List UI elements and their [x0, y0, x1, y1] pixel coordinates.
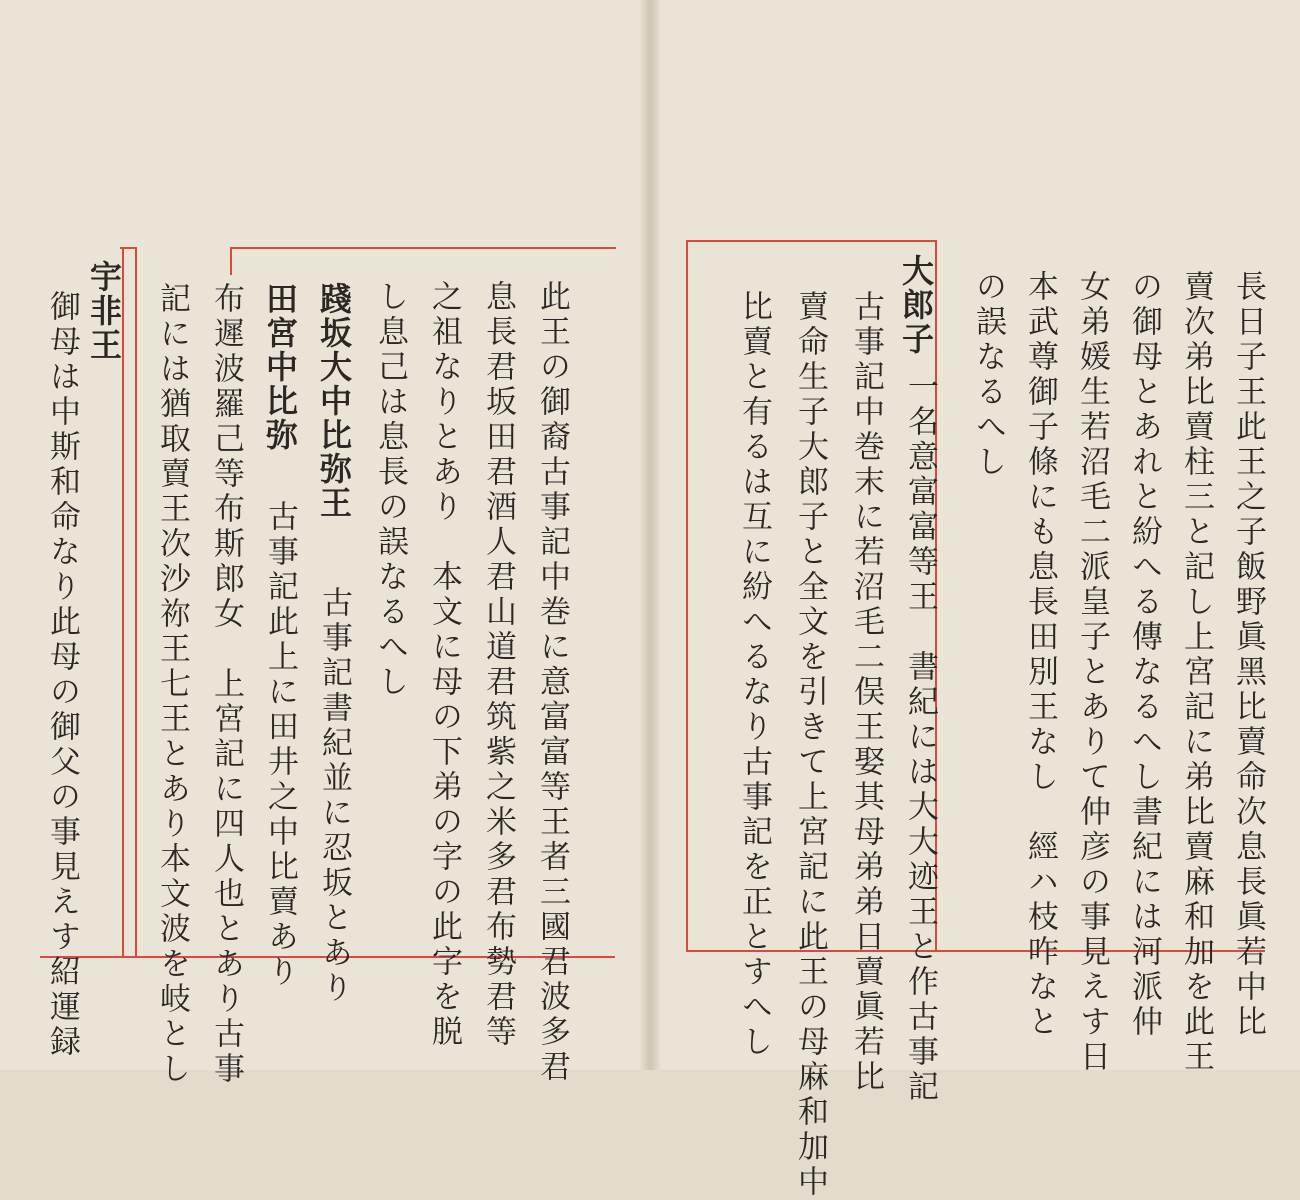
right-body-col-2: 賣命生子大郎子と全文を引きて上宮記に此王の母麻和加中 [792, 290, 828, 1200]
heading-uhi-note: 御母は中斯和命なり此母の御父の事見えす紹運録 [44, 290, 80, 1060]
right-col-6: の誤なるへし [970, 270, 1006, 480]
left-mid-rule [230, 247, 232, 275]
right-col-1: 長日子王此王之子飯野眞黑比賣命次息長眞若中比 [1230, 270, 1266, 1040]
heading-tamiya-note: 古事記此上に田井之中比賣あり [262, 500, 298, 990]
heading-dairoko-note: 一名意富富等王 書紀には大大迹王と作古事記 [902, 370, 938, 1105]
left-col-5: 布遲波羅己等布斯郎女 上宮記に四人也とあり古事 [208, 282, 244, 1087]
heading-osaka-note: 古事記書紀並に忍坂とあり [316, 586, 352, 1006]
right-col-3: の御母とあれと紛へる傳なるへし書紀には河派仲 [1126, 270, 1162, 1040]
left-small-vert-rule [135, 247, 137, 957]
heading-osaka: 踐坂大中比弥王 [315, 282, 353, 520]
right-body-col-1: 古事記中巻末に若沼毛二俣王娶其母弟弟日賣眞若比 [848, 290, 884, 1095]
left-col-1: 此王の御裔古事記中巻に意富富等王者三國君波多君 [534, 280, 570, 1085]
book-gutter [640, 0, 660, 1070]
left-col-6: 記には猶取賣王次沙祢王七王とあり本文波を岐とし [154, 282, 190, 1087]
right-col-5: 本武尊御子條にも息長田別王なし 經ハ枝咋なと [1022, 270, 1058, 1040]
left-col-2: 息長君坂田君酒人君山道君筑紫之米多君布勢君等 [480, 280, 516, 1050]
right-col-4: 女弟媛生若沼毛二派皇子とありて仲彦の事見えす日 [1074, 270, 1110, 1075]
left-top-rule [230, 247, 616, 249]
right-outer-rule [686, 240, 688, 952]
right-top-rule [686, 240, 936, 242]
left-col-4: し息己は息長の誤なるへし [372, 280, 408, 700]
heading-tamiya: 田宮中比弥 [261, 282, 299, 452]
right-body-col-3: 比賣と有るは互に紛へるなり古事記を正とすへし [736, 290, 772, 1060]
left-col-3: 之祖なりとあり 本文に母の下弟の字の此字を脱 [426, 280, 462, 1050]
heading-dairoko: 大郎子 [897, 254, 935, 356]
right-col-2: 賣次弟比賣柱三と記し上宮記に弟比賣麻和加を此王 [1178, 270, 1214, 1075]
heading-uhi: 宇非王 [85, 260, 123, 362]
